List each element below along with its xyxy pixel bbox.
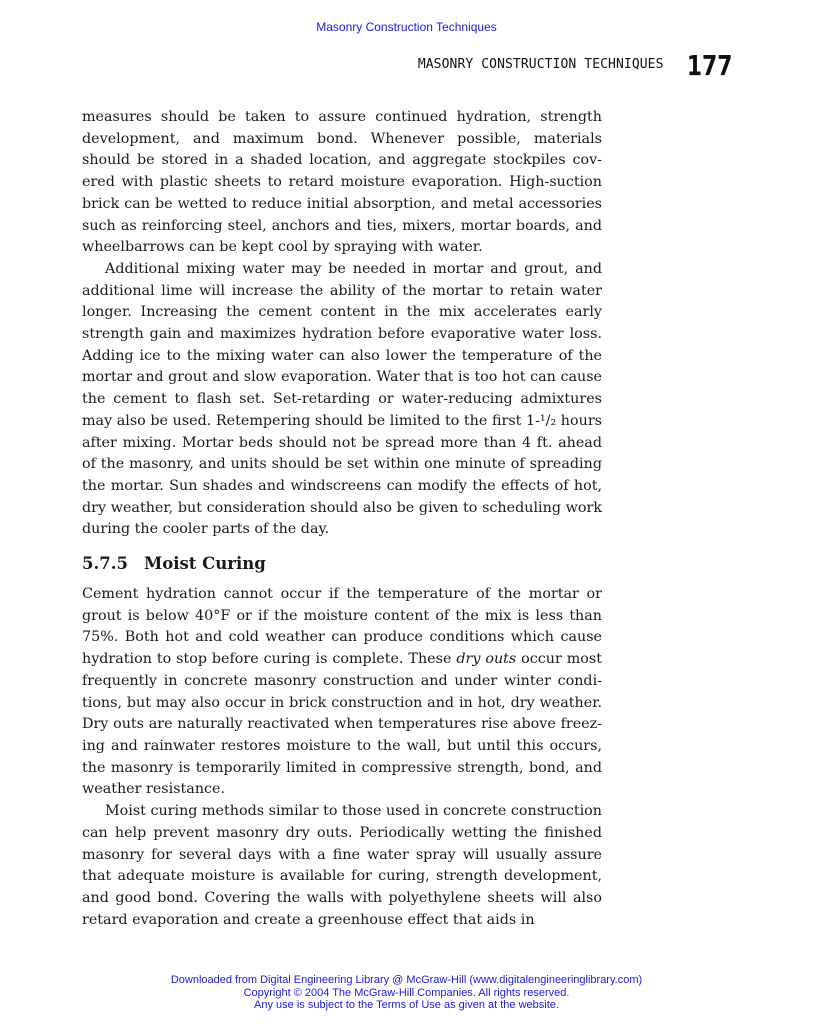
footer-copyright: Copyright © 2004 The McGraw-Hill Companies. All rights reserved.	[243, 986, 570, 999]
paragraph-3-start: Cement hydration cannot occur if the temperature of the mortar or grout is below 40°F or if the moisture content of the mix is less than 75%. Both hot and cold weather can produce conditions which cause hydration to stop before curing is complete. These	[82, 586, 602, 668]
footer	[0, 974, 813, 1012]
paragraph-3	[82, 584, 602, 801]
running-head	[0, 50, 732, 82]
paragraph-2: Additional mixing water may be needed in mortar and grout, and additional lime will increase the ability of the mortar to retain water longer. Increasing the cement content in the mix accelerates early strength gain and maximizes hydration before evaporative water loss. Adding ice to the mixing water can also lower the temperature of the mortar and grout and slow evaporation. Water that is too hot can cause the cement to flash set. Set-retarding or water-reducing admixtures may also be used. Retempering should be limited to the first 1-¹/₂ hours after mixing. Mortar beds should not be spread more than 4 ft. ahead of the masonry, and units should be set within one minute of spreading the mortar. Sun shades and windscreens can modify the effects of hot, dry weather, but consideration should also be given to scheduling work during the cooler parts of the day.	[82, 260, 602, 538]
paragraph-4: Moist curing methods similar to those used in concrete construction can help prevent masonry dry outs. Periodically wetting the finished masonry for several days with a fine water spray will usually assure that adequate moisture is available for curing, strength development, and good bond. Covering the walls with polyethylene sheets will also retard evaporation and create a greenhouse effect that aids in	[82, 803, 602, 928]
running-title: MASONRY CONSTRUCTION TECHNIQUES	[417, 57, 664, 72]
section-heading	[82, 552, 602, 576]
paragraph-1: measures should be taken to assure continued hydration, strength development, and maximum bond. Whenever possible, materials should be stored in a shaded location, and aggregate stockpiles covered with plastic sheets to retard moisture evaporation. High-suction brick can be wetted to reduce initial absorption, and metal accessories such as reinforcing steel, anchors and ties, mixers, mortar boards, and wheelbarrows can be kept cool by spraying with water.	[82, 109, 602, 256]
paragraph-3-end: occur most frequently in concrete masonry construction and under winter conditions, but may also occur in brick construction and in hot, dry weather. Dry outs are naturally reactivated when temperatures rise above freezing and rainwater restores moisture to the wall, but until this occurs, the masonry is temporarily limited in compressive strength, bond, and weather resistance.	[82, 651, 602, 798]
section-title: Moist Curing	[143, 554, 266, 574]
body-text	[82, 107, 602, 931]
page-number: 177	[686, 49, 732, 82]
footer-download-link[interactable]: Downloaded from Digital Engineering Library @ McGraw-Hill (www.digitalengineeringlibrary.com)	[170, 974, 643, 986]
top-link[interactable]: Masonry Construction Techniques	[316, 20, 497, 34]
footer-terms: Any use is subject to the Terms of Use as given at the website.	[254, 999, 559, 1011]
paragraph-3-emphasis: dry outs	[456, 651, 517, 668]
section-number: 5.7.5	[82, 554, 128, 574]
